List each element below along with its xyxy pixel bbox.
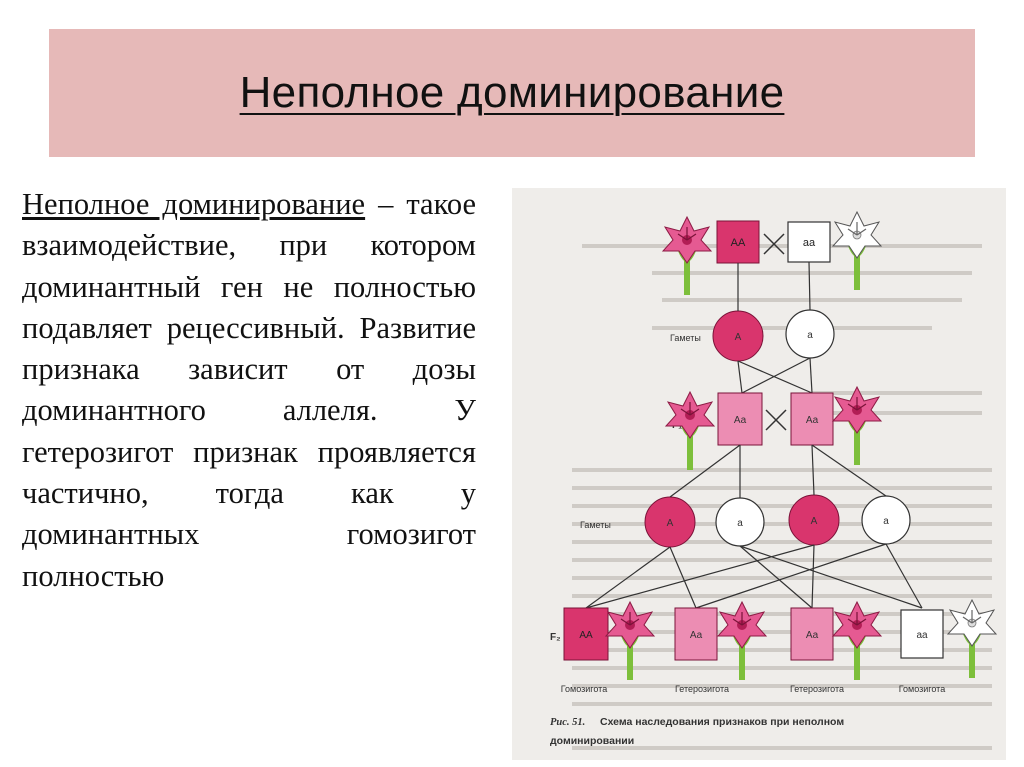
- gamete-1a-label: А: [734, 332, 742, 343]
- f2-caption-3: Гетерозигота: [790, 684, 844, 694]
- f2-label: F₂: [550, 632, 561, 643]
- gamete-1b-label: а: [807, 330, 813, 341]
- definition-text: – такое взаимодействие, при котором доминантный ген не полностью подавляет рецессивный. Развитие признака зависит от дозы доминантного аллеля. У гетерозигот признак проявляется частично, тогда как у доминантных гомозигот полностью: [22, 187, 477, 593]
- f2-caption-4: Гомозигота: [898, 684, 946, 694]
- p-right-genotype: аа: [802, 237, 816, 249]
- f2-caption-1: Гомозигота: [560, 684, 608, 694]
- f2-genotype-2: Аа: [689, 630, 703, 641]
- slide-title: Неполное доминирование: [239, 68, 785, 117]
- f2-genotype-3: Аа: [805, 630, 819, 641]
- gamete-2a-label: А: [666, 518, 674, 529]
- definition-paragraph: [22, 184, 476, 597]
- f2-genotype-1: АА: [579, 630, 593, 641]
- figure-caption-line2: доминировании: [550, 735, 635, 747]
- f2-genotype-4: аа: [916, 630, 928, 641]
- definition-term: Неполное доминирование: [22, 187, 366, 221]
- gametes-label-1: Гаметы: [670, 333, 701, 343]
- f2-caption-2: Гетерозигота: [675, 684, 729, 694]
- gamete-2d-label: а: [883, 516, 889, 527]
- p-left-genotype: АА: [730, 237, 746, 249]
- gametes-label-2: Гаметы: [580, 520, 611, 530]
- title-band: [49, 29, 975, 157]
- f1-right-genotype: Аа: [805, 415, 819, 426]
- inheritance-scheme-figure: [512, 188, 1006, 760]
- figure-caption-number: Рис. 51.: [550, 717, 586, 728]
- gamete-2b-label: а: [737, 518, 743, 529]
- gamete-2c-label: А: [810, 516, 818, 527]
- figure-caption-line1: Схема наследования признаков при неполном: [600, 716, 845, 728]
- f1-left-genotype: Аа: [733, 415, 747, 426]
